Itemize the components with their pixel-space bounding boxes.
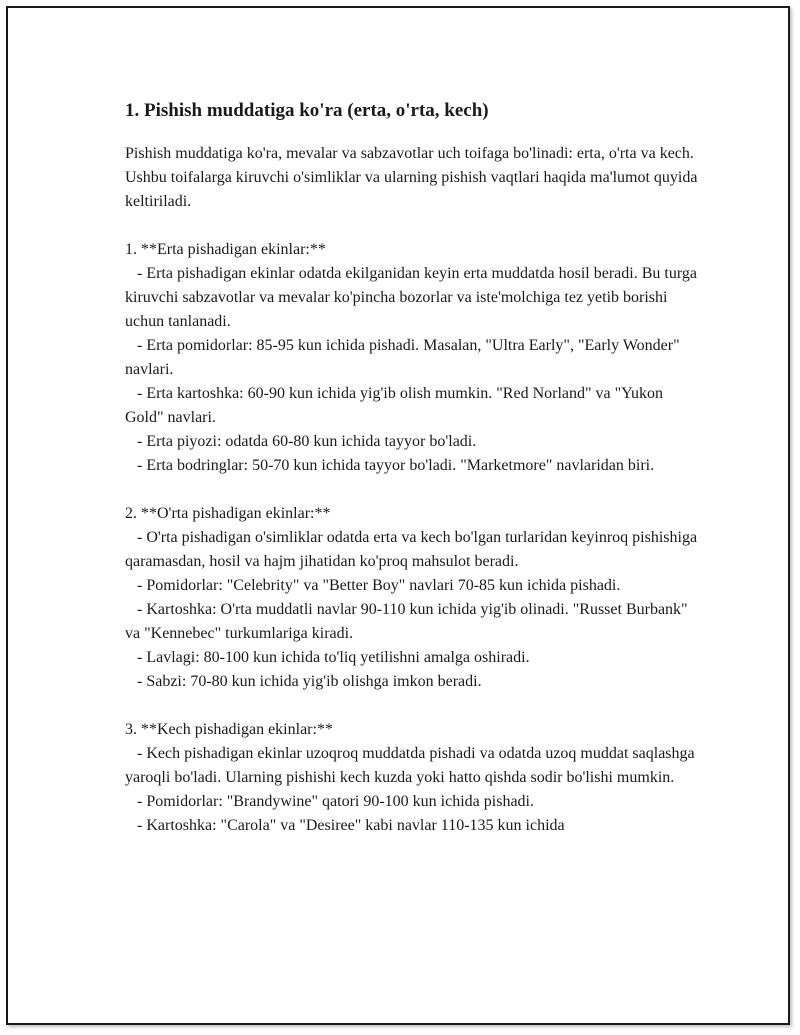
document-body xyxy=(125,98,705,862)
list-item: - Erta bodringlar: 50-70 kun ichida tayyor bo'ladi. "Marketmore" navlaridan biri. xyxy=(125,457,655,474)
section-mid xyxy=(125,502,705,694)
list-item: - Kech pishadigan ekinlar uzoqroq muddatda pishadi va odatda uzoq muddat saqlashga yaroqli bo'ladi. Ularning pishishi kech kuzda yoki hatto qishda sodir bo'lishi mumkin. xyxy=(125,745,699,786)
section-heading: 1. **Erta pishadigan ekinlar:** xyxy=(125,241,326,258)
list-item: - Erta pishadigan ekinlar odatda ekilganidan keyin erta muddatda hosil beradi. Bu turga kiruvchi sabzavotlar va mevalar ko'pincha bozorlar va iste'molchiga tez yetib borishi uchun tanlanadi. xyxy=(125,265,701,330)
list-item: - O'rta pishadigan o'simliklar odatda erta va kech bo'lgan turlaridan keyinroq pishishiga qaramasdan, hosil va hajm jihatidan ko'proq mahsulot beradi. xyxy=(125,529,702,570)
section-early xyxy=(125,238,705,478)
section-heading: 3. **Kech pishadigan ekinlar:** xyxy=(125,721,333,738)
list-item: - Kartoshka: O'rta muddatli navlar 90-110 kun ichida yig'ib olinadi. "Russet Burbank" va "Kennebec" turkumlariga kiradi. xyxy=(125,601,692,642)
section-late xyxy=(125,718,705,838)
list-item: - Erta piyozi: odatda 60-80 kun ichida tayyor bo'ladi. xyxy=(125,433,477,450)
section-heading: 2. **O'rta pishadigan ekinlar:** xyxy=(125,505,331,522)
list-item: - Pomidorlar: "Brandywine" qatori 90-100 kun ichida pishadi. xyxy=(125,793,534,810)
list-item: - Kartoshka: "Carola" va "Desiree" kabi navlar 110-135 kun ichida xyxy=(125,817,565,834)
intro-paragraph: Pishish muddatiga ko'ra, mevalar va sabzavotlar uch toifaga bo'linadi: erta, o'rta va kech. Ushbu toifalarga kiruvchi o'simliklar va ularning pishish vaqtlari haqida ma'lumot quyida keltiriladi. xyxy=(125,145,702,210)
document-title: 1. Pishish muddatiga ko'ra (erta, o'rta, kech) xyxy=(125,100,489,121)
list-item: - Sabzi: 70-80 kun ichida yig'ib olishga imkon beradi. xyxy=(125,673,482,690)
page-frame xyxy=(6,6,790,1025)
list-item: - Lavlagi: 80-100 kun ichida to'liq yetilishni amalga oshiradi. xyxy=(125,649,530,666)
list-item: - Erta pomidorlar: 85-95 kun ichida pishadi. Masalan, "Ultra Early", "Early Wonder" navlari. xyxy=(125,337,684,378)
list-item: - Pomidorlar: "Celebrity" va "Better Boy" navlari 70-85 kun ichida pishadi. xyxy=(125,577,621,594)
list-item: - Erta kartoshka: 60-90 kun ichida yig'ib olish mumkin. "Red Norland" va "Yukon Gold" navlari. xyxy=(125,385,667,426)
